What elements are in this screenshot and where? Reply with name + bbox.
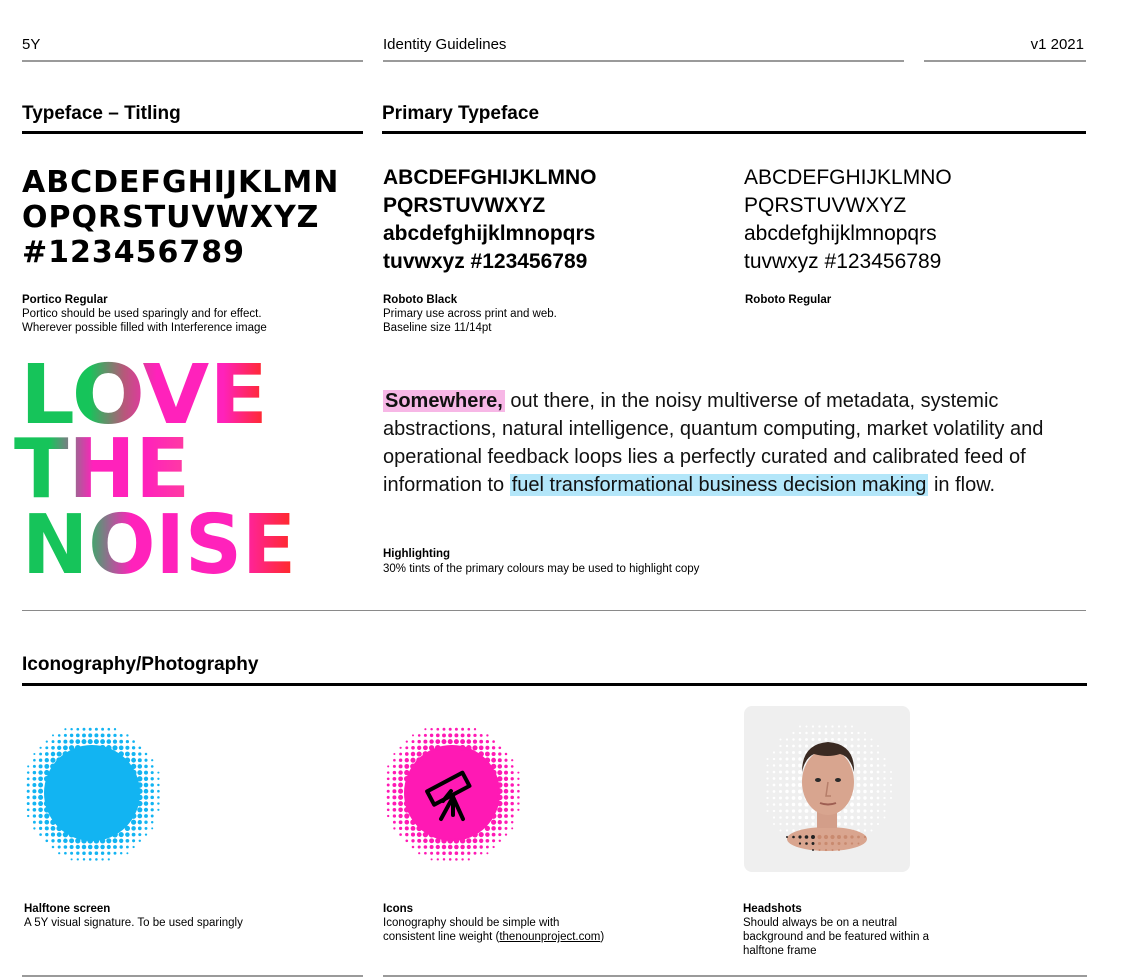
titling-line: OPQRSTUVWXYZ [22, 200, 320, 235]
love-the-noise-graphic [14, 355, 304, 580]
caption-text: ) [600, 931, 605, 943]
highlight-example-paragraph [383, 387, 1083, 499]
specimen-line: PQRSTUVWXYZ [383, 194, 546, 217]
pink-highlight: Somewhere, [385, 390, 503, 412]
header-rule-middle [383, 60, 904, 62]
caption-line: Iconography should be simple with [383, 917, 560, 929]
blue-highlight: fuel transformational business decision making [511, 474, 927, 496]
halftone-caption [24, 902, 354, 930]
titling-caption [22, 293, 362, 335]
halftone-dots [27, 728, 160, 861]
caption-line: Baseline size 11/14pt [383, 322, 492, 334]
caption-title: Highlighting [383, 548, 451, 560]
highlighting-caption [383, 547, 1083, 576]
caption-line: 30% tints of the primary colours may be used to highlight copy [383, 563, 700, 575]
roboto-regular-caption [745, 293, 1045, 307]
specimen-line: tuvwxyz #123456789 [383, 250, 588, 273]
hero-word: LOVE [20, 355, 268, 443]
primary-heading-rule [382, 131, 1086, 134]
caption-line: A 5Y visual signature. To be used sparingly [24, 917, 243, 929]
icon-halftone-badge [380, 718, 530, 868]
typeface-titling-heading: Typeface – Titling [22, 103, 181, 124]
caption-title: Roboto Regular [745, 294, 832, 306]
caption-title: Roboto Black [383, 294, 458, 306]
specimen-line: abcdefghijklmnopqrs [383, 222, 596, 245]
caption-title: Icons [383, 903, 414, 915]
hero-word: THE [14, 422, 190, 517]
icons-caption [383, 902, 713, 944]
caption-line: halftone frame [743, 945, 817, 957]
titling-heading-rule [22, 131, 363, 134]
specimen-line: tuvwxyz #123456789 [744, 250, 942, 273]
caption-line: Primary use across print and web. [383, 308, 557, 320]
headshots-caption [743, 902, 1073, 958]
paragraph-text: out there, in the noisy multiverse of metadata, systemic abstractions, natural intelligence, quantum computing, market volatility and operational feedback loops lies a perfectly curated and calibrated feed of information to [383, 390, 1044, 496]
headshot-halftone [744, 706, 910, 872]
roboto-regular-specimen [744, 164, 1084, 276]
caption-title: Headshots [743, 903, 802, 915]
section-divider [22, 610, 1086, 611]
paragraph-text: in flow. [928, 474, 996, 496]
caption-text: consistent line weight ( [383, 931, 500, 943]
footer-rule-right [383, 975, 1087, 977]
caption-line: Portico should be used sparingly and for effect. [22, 308, 262, 320]
caption-line: Wherever possible filled with Interference image [22, 322, 267, 334]
header-rule-right [924, 60, 1086, 62]
primary-typeface-heading: Primary Typeface [382, 103, 540, 124]
caption-line [383, 930, 713, 944]
headshot-frame [744, 706, 910, 872]
specimen-line: ABCDEFGHIJKLMNO [744, 166, 952, 189]
halftone-circle [20, 718, 170, 868]
footer-rule-left [22, 975, 363, 977]
noun-project-link[interactable]: thenounproject.com [499, 931, 601, 943]
iconography-heading-rule [22, 683, 1087, 686]
document-title: Identity Guidelines [383, 36, 507, 53]
caption-title: Halftone screen [24, 903, 111, 915]
specimen-line: ABCDEFGHIJKLMNO [383, 166, 597, 189]
caption-line: background and be featured within a [743, 931, 930, 943]
titling-line: ABCDEFGHIJKLMN [22, 165, 340, 200]
version-label: v1 2021 [1030, 36, 1084, 53]
caption-line: Should always be on a neutral [743, 917, 898, 929]
roboto-black-caption [383, 293, 723, 335]
titling-line: #123456789 [22, 235, 246, 270]
specimen-line: PQRSTUVWXYZ [744, 194, 907, 217]
hero-word: NOISE [22, 498, 296, 580]
roboto-black-specimen [383, 164, 723, 276]
brand-label: 5Y [22, 36, 41, 53]
iconography-heading: Iconography/Photography [22, 654, 259, 675]
header-rule-left [22, 60, 363, 62]
specimen-line: abcdefghijklmnopqrs [744, 222, 937, 245]
titling-specimen [22, 165, 362, 270]
caption-title: Portico Regular [22, 294, 108, 306]
